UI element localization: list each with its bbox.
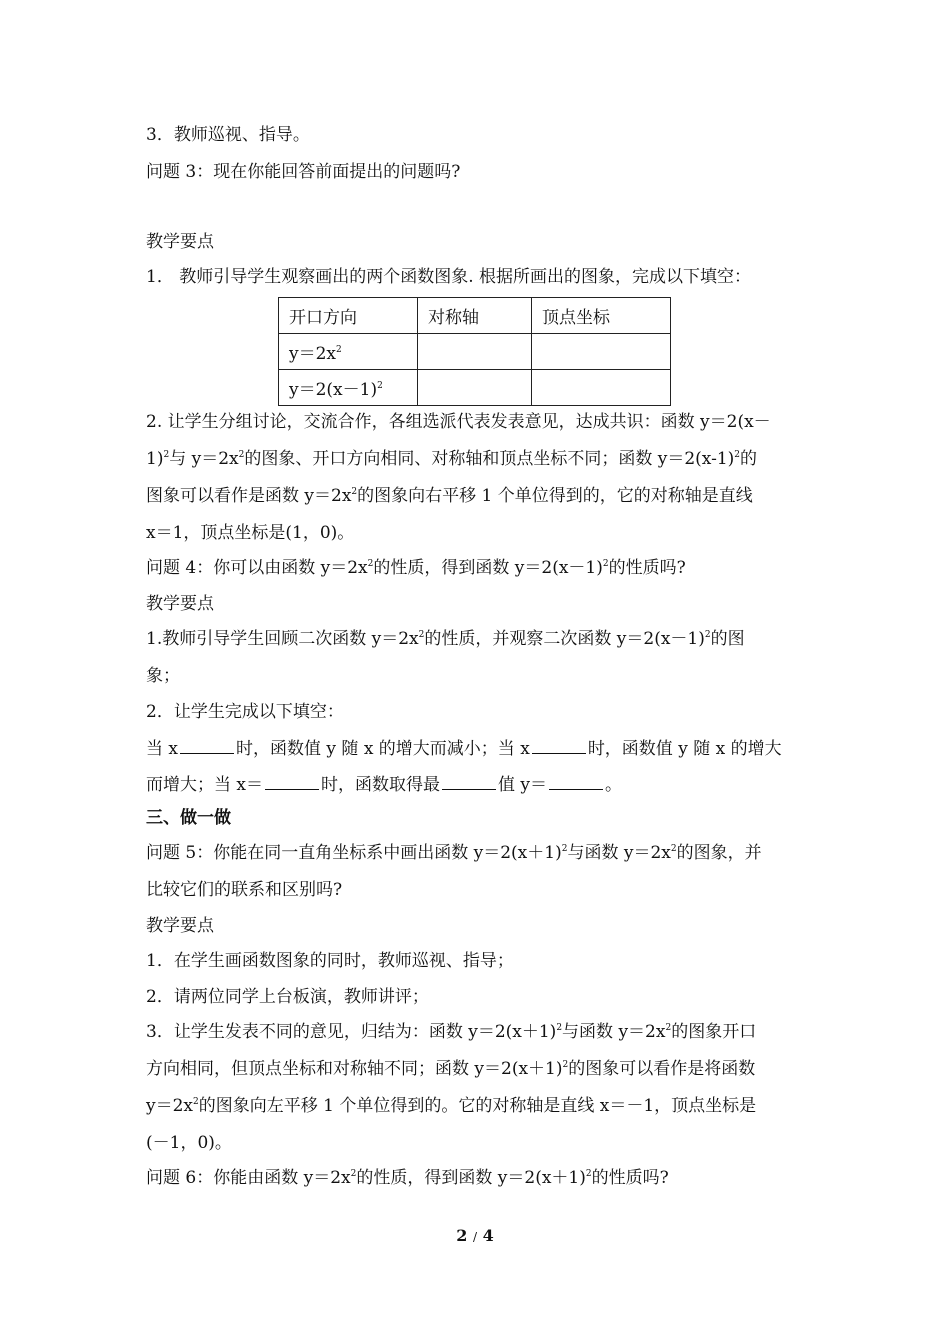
text-line: 象； xyxy=(146,666,180,686)
text-line: 2．让学生完成以下填空： xyxy=(146,702,344,722)
text-line: x＝1，顶点坐标是(1，0)。 xyxy=(146,523,355,543)
text-line: 问题 5：你能在同一直角坐标系中画出函数 $y=2(x+1)^2$与函数 $y=2x^2$的图象，并 xyxy=(146,843,762,863)
page-number: 2 / 4 xyxy=(456,1226,494,1245)
table-cell-empty xyxy=(532,334,671,370)
text-line: 3．教师巡视、指导。 xyxy=(146,125,310,145)
fill-in-table xyxy=(278,297,671,406)
text-line: 问题 6：你能由函数 $y=2x^2$的性质，得到函数 $y=2(x+1)^2$的性质吗? xyxy=(146,1168,669,1188)
answer-blank[interactable] xyxy=(265,773,319,790)
text-line: 1．在学生画函数图象的同时，教师巡视、指导； xyxy=(146,951,514,971)
text-line: 比较它们的联系和区别吗? xyxy=(146,880,343,900)
section-label: 教学要点 xyxy=(146,232,214,252)
table-row-label: $y=2x^2$ xyxy=(279,334,418,370)
table-header: 开口方向 xyxy=(279,298,418,334)
answer-blank[interactable] xyxy=(180,737,234,754)
text-line: 当 x 时，函数值 y 随 x 的增大而减小；当 x 时，函数值 y 随 x 的增大 xyxy=(146,739,782,759)
text-line: 3．让学生发表不同的意见，归结为：函数 $y=2(x+1)^2$与函数 $y=2x^2$的图象开口 xyxy=(146,1022,757,1042)
text-line: 方向相同，但顶点坐标和对称轴不同；函数 $y=2(x+1)^2$的图象可以看作是将函数 xyxy=(146,1059,756,1079)
table-row-label: $y=2(x-1)^2$ xyxy=(279,370,418,406)
answer-blank[interactable] xyxy=(549,773,603,790)
section-label: 教学要点 xyxy=(146,916,214,936)
text-line: (－1，0)。 xyxy=(146,1133,232,1153)
table-cell-empty xyxy=(418,334,532,370)
text-line: 1)$^2$与 $y=2x^2$的图象、开口方向相同、对称轴和顶点坐标不同；函数 $y=2(x-1)^2$的 xyxy=(146,449,758,469)
text-line: 而增大；当 x＝ 时，函数取得最 值 y＝ 。 xyxy=(146,775,623,795)
text-line: 1． 教师引导学生观察画出的两个函数图象. 根据所画出的图象，完成以下填空： xyxy=(146,267,752,287)
text-line: 问题 3：现在你能回答前面提出的问题吗? xyxy=(146,162,461,182)
section-heading: 三、做一做 xyxy=(146,808,231,828)
section-label: 教学要点 xyxy=(146,594,214,614)
answer-blank[interactable] xyxy=(532,737,586,754)
text-line: $y=2x^2$的图象向左平移 1 个单位得到的。它的对称轴是直线 x＝－1，顶点坐标是 xyxy=(146,1096,757,1116)
text-line: 2. 让学生分组讨论，交流合作，各组选派代表发表意见，达成共识：函数 y＝2(x－ xyxy=(146,412,771,432)
text-line: 图象可以看作是函数 $y=2x^2$的图象向右平移 1 个单位得到的，它的对称轴是直线 xyxy=(146,486,753,506)
text-line: 1.教师引导学生回顾二次函数 $y=2x^2$的性质，并观察二次函数 $y=2(x-1)^2$的图 xyxy=(146,629,745,649)
table-header: 顶点坐标 xyxy=(532,298,671,334)
answer-blank[interactable] xyxy=(442,773,496,790)
table-header: 对称轴 xyxy=(418,298,532,334)
table-cell-empty xyxy=(418,370,532,406)
text-line: 2．请两位同学上台板演，教师讲评； xyxy=(146,987,429,1007)
text-line: 问题 4：你可以由函数 $y=2x^2$的性质，得到函数 $y=2(x-1)^2$的性质吗? xyxy=(146,558,686,578)
table-cell-empty xyxy=(532,370,671,406)
